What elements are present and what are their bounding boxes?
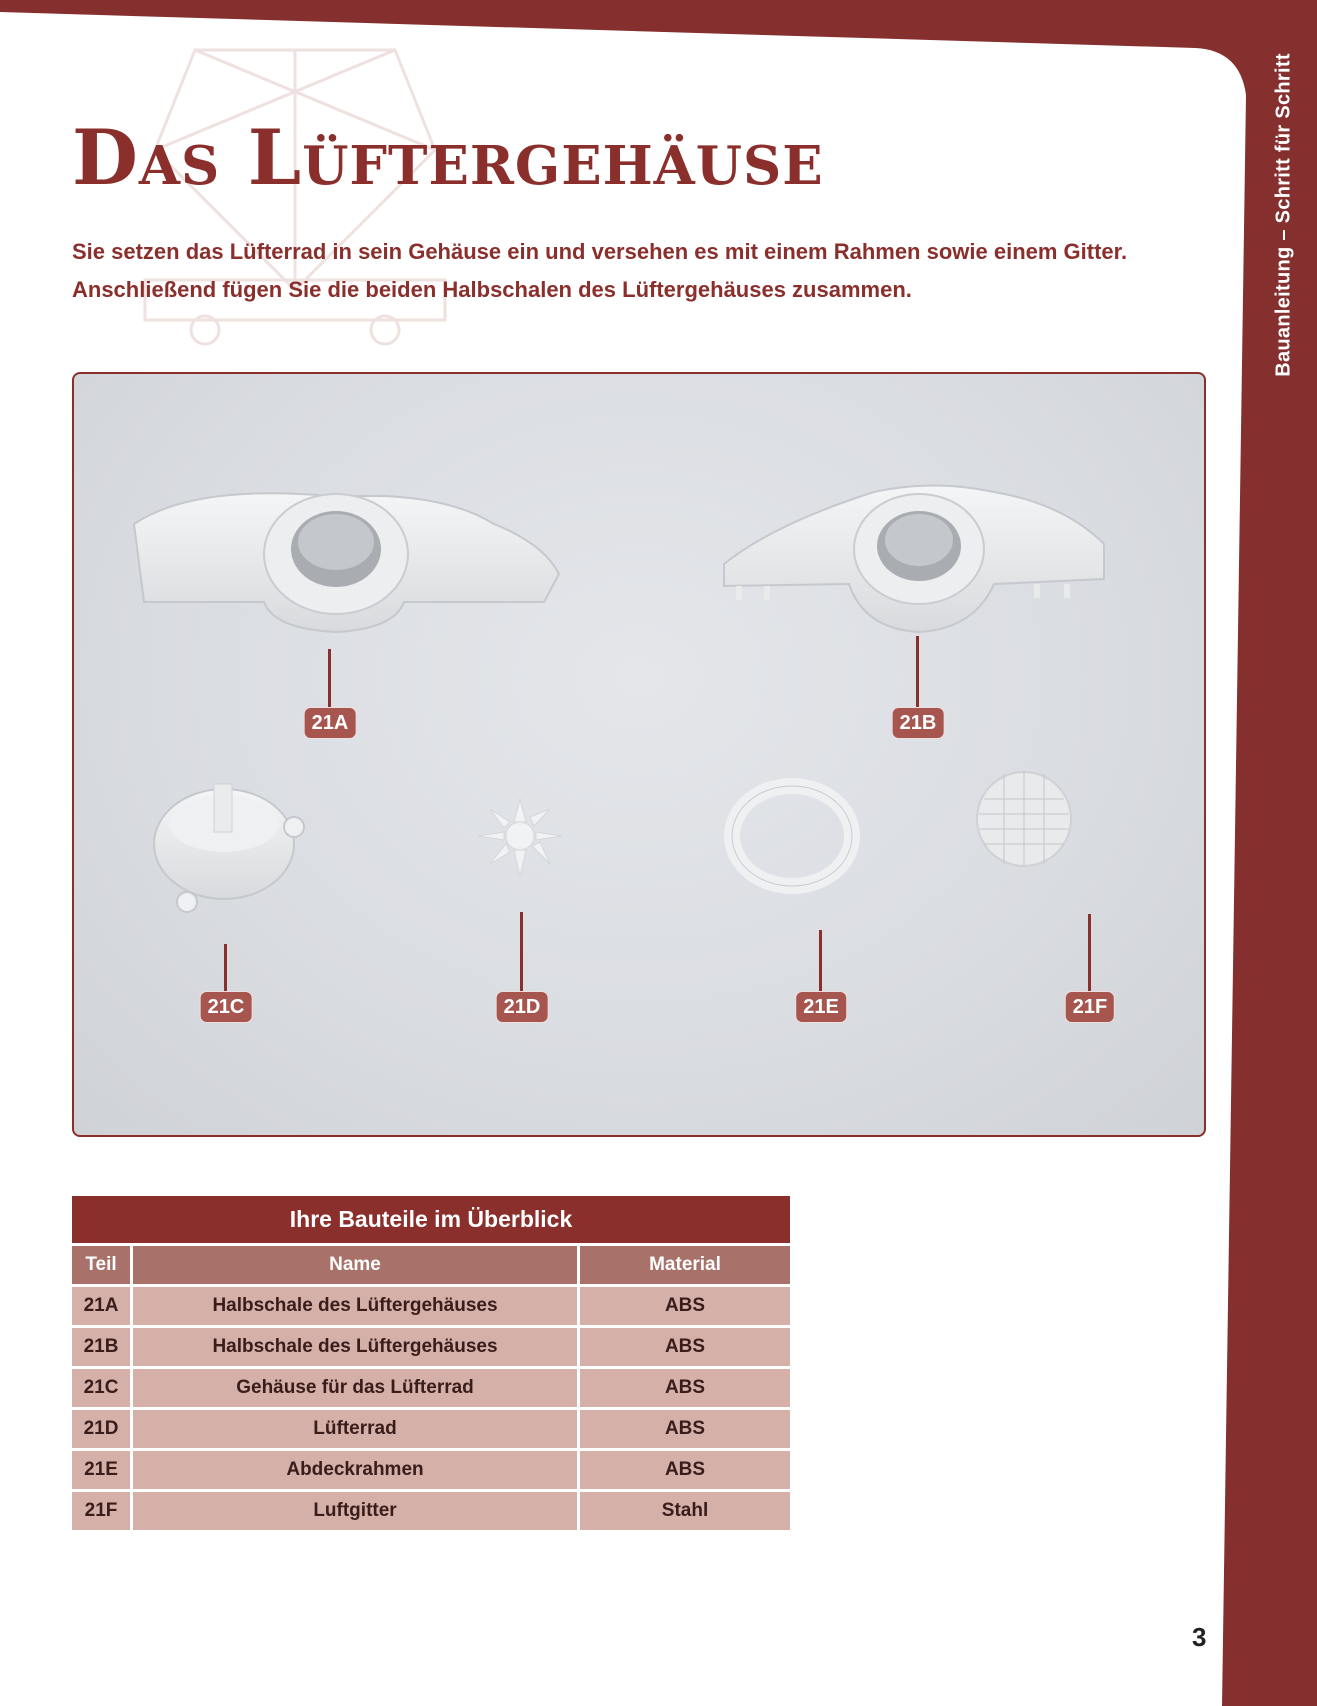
label-21a: 21A [304, 707, 357, 739]
leader-21f [1088, 914, 1091, 994]
cell-name: Luftgitter [133, 1492, 577, 1530]
intro-line-1: Sie setzen das Lüfterrad in sein Gehäuse ein und versehen es mit einem Rahmen sowie einem Gitter. [72, 239, 1128, 264]
cell-material: ABS [580, 1328, 790, 1366]
table-row [72, 1410, 790, 1448]
part-21d-shape [478, 799, 562, 876]
page-number: 3 [1192, 1622, 1207, 1652]
parts-photo [72, 372, 1206, 1137]
page-title: Das Lüftergehäuse [72, 113, 824, 202]
part-21a-shape [134, 493, 559, 632]
leader-21b [916, 636, 919, 708]
cell-part: 21B [72, 1328, 130, 1366]
cell-name: Gehäuse für das Lüfterrad [133, 1369, 577, 1407]
parts-table-header [72, 1246, 790, 1284]
cell-name: Halbschale des Lüftergehäuses [133, 1287, 577, 1325]
leader-21c [224, 944, 227, 994]
label-21c: 21C [200, 991, 253, 1023]
intro-text [72, 233, 1162, 309]
label-21e: 21E [795, 991, 847, 1023]
cell-part: 21F [72, 1492, 130, 1530]
table-row [72, 1369, 790, 1407]
cell-material: ABS [580, 1369, 790, 1407]
part-21c-shape [154, 784, 304, 912]
cell-name: Halbschale des Lüftergehäuses [133, 1328, 577, 1366]
side-tab-label: Bauanleitung – Schritt für Schritt [1272, 53, 1295, 377]
cell-part: 21C [72, 1369, 130, 1407]
leader-21a [328, 649, 331, 709]
cell-material: ABS [580, 1451, 790, 1489]
cell-part: 21D [72, 1410, 130, 1448]
table-row [72, 1492, 790, 1530]
header-part: Teil [72, 1246, 130, 1284]
header-name: Name [133, 1246, 577, 1284]
parts-table-title: Ihre Bauteile im Überblick [72, 1196, 790, 1243]
table-row [72, 1287, 790, 1325]
part-21f-shape [977, 772, 1071, 866]
table-row [72, 1451, 790, 1489]
leader-21d [520, 912, 523, 994]
leader-21e [819, 930, 822, 994]
header-material: Material [580, 1246, 790, 1284]
cell-material: ABS [580, 1287, 790, 1325]
table-row [72, 1328, 790, 1366]
part-21b-shape [724, 486, 1104, 633]
label-21f: 21F [1065, 991, 1115, 1023]
cell-part: 21E [72, 1451, 130, 1489]
intro-line-2: Anschließend fügen Sie die beiden Halbschalen des Lüftergehäuses zusammen. [72, 277, 912, 302]
cell-part: 21A [72, 1287, 130, 1325]
part-21e-shape [732, 786, 852, 886]
label-21b: 21B [892, 707, 945, 739]
cell-name: Abdeckrahmen [133, 1451, 577, 1489]
cell-material: ABS [580, 1410, 790, 1448]
cell-material: Stahl [580, 1492, 790, 1530]
cell-name: Lüfterrad [133, 1410, 577, 1448]
label-21d: 21D [496, 991, 549, 1023]
